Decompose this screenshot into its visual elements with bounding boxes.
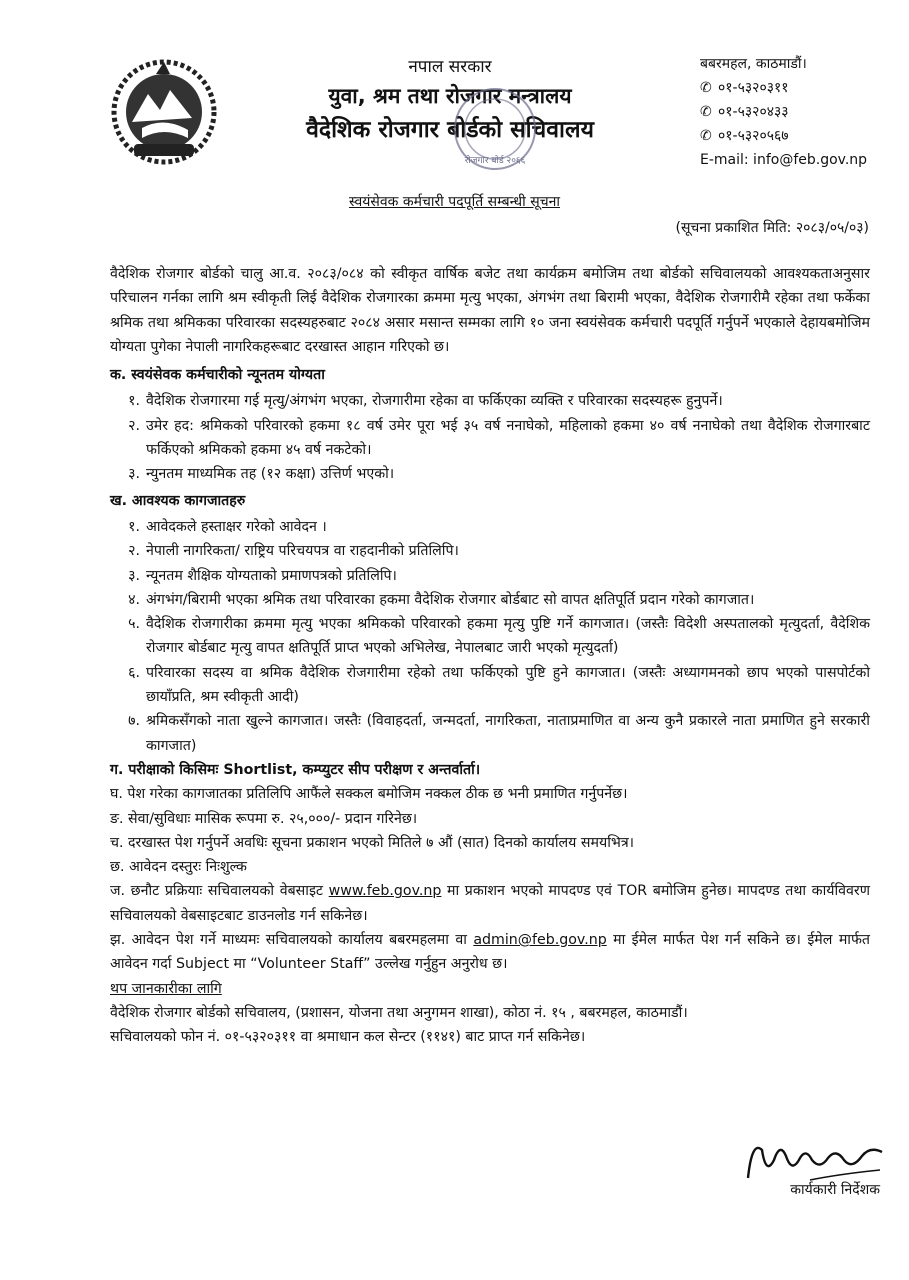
section-jha [110, 928, 870, 977]
item-text: परिवारका सदस्य वा श्रमिक वैदेशिक रोजगारीमा रहेको तथा फर्किएको पुष्टि हुने कागजात। (जस्तैः अध्यागमनको छाप भएको पासपोर्टको छायाँप्रति, श्रम स्वीकृती आदी) [146, 664, 870, 706]
header-ministry: युवा, श्रम तथा रोजगार मन्त्रालय [328, 84, 572, 108]
item-text: वैदेशिक रोजगारमा गई मृत्यु/अंगभंग भएका, रोजगारीमा रहेका वा फर्किएका व्यक्ति र परिवारका सदस्यहरू हुनुपर्ने। [146, 393, 723, 410]
header-email: E-mail: info@feb.gov.np [700, 152, 868, 168]
intro-paragraph: वैदेशिक रोजगार बोर्डको चालु आ.व. २०८३/०८४ को स्वीकृत वार्षिक बजेट तथा कार्यक्रम बमोजिम तथा बोर्डको सचिवालयको आवश्यकताअनुसार परिचालन गर्नका लागि श्रम स्वीकृती लिई वैदेशिक रोजगारका क्रममा मृत्यु भएका, अंगभंग तथा बिरामी भएका, वैदेशिक रोजगारीमै रहेका तथा फर्केका श्रमिक तथा श्रमिकका परिवारका सदस्यहरुबाट २०८४ असार मसान्त सम्मका लागि १० जना स्वयंसेवक कर्मचारी पदपूर्ति गर्नुपर्ने भएकाले देहायबमोजिम योग्यता पुगेका नेपाली नागरिकहरूबाट दरखास्त आहान गरिएको छ। [110, 266, 870, 355]
phone-icon: ✆ [700, 80, 712, 96]
item-number: १. [128, 393, 140, 410]
item-text: नेपाली नागरिकता/ राष्ट्रिय परिचयपत्र वा राहदानीको प्रतिलिपि। [146, 543, 459, 560]
list-item [110, 389, 870, 413]
item-number: ७. [128, 713, 140, 730]
section-ka-heading: क. स्वयंसेवक कर्मचारीको न्यूनतम योग्यता [110, 367, 325, 384]
item-text: उमेर हद: श्रमिकको परिवारको हकमा १८ वर्ष उमेर पूरा भई ३५ वर्ष ननाघेको, महिलाको हकमा ४० वर्ष ननाघेको तथा वैदेशिक रोजगारबाट फर्किएको श्रमिकको हकमा ४५ वर्ष नकटेको। [146, 417, 870, 459]
item-text: आवेदकले हस्ताक्षर गरेको आवेदन । [146, 518, 327, 535]
notice-body [110, 262, 870, 1050]
list-item [110, 564, 870, 588]
jha-suffix: मा ईमेल मार्फत पेश गर्न सकिने छ। ईमेल मार्फत आवेदन गर्दा Subject मा “Volunteer Staff” उल्लेख गर्नुहुन अनुरोध छ। [110, 932, 871, 973]
more-info-line2: सचिवालयको फोन नं. ०१-५३२०३११ वा श्रमाधान कल सेन्टर (११४१) बाट प्राप्त गर्न सकिनेछ। [110, 1029, 586, 1046]
header-address: बबरमहल, काठमाडौं। [700, 56, 807, 72]
more-info-line1: वैदेशिक रोजगार बोर्डको सचिवालय, (प्रशासन, योजना तथा अनुगमन शाखा), कोठा नं. १५ , बबरमहल, काठमाडौं। [110, 1004, 688, 1021]
phone-number: ०१-५३२०३११ [718, 80, 789, 96]
section-chha: छ. आवेदन दस्तुरः निःशुल्क [110, 859, 247, 876]
item-number: ३. [128, 466, 140, 483]
list-item [110, 661, 870, 710]
header-government: नपाल सरकार [408, 57, 492, 77]
item-number: ४. [128, 591, 140, 608]
executive-director-title: कार्यकारी निर्देशक [790, 1182, 880, 1198]
section-gha: घ. पेश गरेका कागजातका प्रतिलिपि आफैंले सक्कल बमोजिम नक्कल ठीक छ भनी प्रमाणित गर्नुपर्नेछ। [110, 786, 628, 803]
nepal-government-emblem-icon [108, 56, 220, 168]
stamp-text: रोजगार बोर्ड २०६६ [464, 156, 526, 166]
item-number: २. [128, 543, 140, 560]
list-item [110, 612, 870, 661]
item-number: ३. [128, 567, 140, 584]
header-contact [700, 52, 900, 172]
phone-number: ०१-५३२०४३३ [718, 104, 789, 120]
phone-icon: ✆ [700, 104, 712, 120]
more-info-heading: थप जानकारीका लागि [110, 980, 222, 997]
section-nga: ङ. सेवा/सुविधाः मासिक रूपमा रु. २५,०००/- प्रदान गरिनेछ। [110, 810, 418, 827]
list-item [110, 414, 870, 463]
ja-prefix: ज. छनौट प्रक्रियाः सचिवालयको वेबसाइट [110, 883, 329, 900]
ja-suffix: मा प्रकाशन भएको मापदण्ड एवं TOR बमोजिम हुनेछ। मापदण्ड तथा कार्यविवरण सचिवालयको वेबसाइटबाट डाउनलोड गर्न सकिनेछ। [110, 883, 870, 924]
item-text: न्यूनतम शैक्षिक योग्यताको प्रमाणपत्रको प्रतिलिपि। [146, 567, 397, 584]
notice-title: स्वयंसेवक कर्मचारी पदपूर्ति सम्बन्धी सूचना [349, 194, 560, 210]
phone-icon: ✆ [700, 128, 712, 144]
email-link[interactable]: admin@feb.gov.np [473, 932, 607, 949]
item-number: १. [128, 518, 140, 535]
item-number: ६. [128, 664, 140, 681]
item-text: न्युनतम माध्यमिक तह (१२ कक्षा) उत्तिर्ण भएको। [146, 466, 395, 483]
section-ja [110, 879, 870, 928]
website-link[interactable]: www.feb.gov.np [328, 883, 442, 900]
list-item [110, 539, 870, 563]
item-number: २. [128, 417, 140, 434]
section-cha: च. दरखास्त पेश गर्नुपर्ने अवधिः सूचना प्रकाशन भएको मितिले ७ औं (सात) दिनको कार्यालय समयभित्र। [110, 834, 635, 851]
header-secretariat: वैदेशिक रोजगार बोर्डको सचिवालय [306, 117, 594, 143]
section-kha-heading: ख. आवश्यक कागजातहरु [110, 492, 246, 509]
phone-row [700, 100, 900, 124]
list-item [110, 462, 870, 486]
item-number: ५. [128, 616, 140, 633]
list-item [110, 588, 870, 612]
section-ga: ग. परीक्षाको किसिमः Shortlist, कम्प्युटर सीप परीक्षण र अन्तर्वार्ता। [110, 761, 481, 778]
item-text: श्रमिकसँगको नाता खुल्ने कागजात। जस्तैः (विवाहदर्ता, जन्मदर्ता, नागरिकता, नाताप्रमाणित वा अन्य कुनै प्रकारले नाता प्रमाणित हुने सरकारी कागजात) [146, 713, 870, 754]
published-date: (सूचना प्रकाशित मिति: २०८३/०५/०३) [675, 220, 869, 236]
list-item [110, 709, 870, 758]
phone-number: ०१-५३२०५६७ [718, 128, 789, 144]
jha-prefix: झ. आवेदन पेश गर्ने माध्यमः सचिवालयको कार्यालय बबरमहलमा वा [110, 932, 474, 949]
phone-row [700, 76, 900, 100]
item-text: अंगभंग/बिरामी भएका श्रमिक तथा परिवारका हकमा वैदेशिक रोजगार बोर्डबाट सो वापत क्षतिपूर्ति प्रदान गरेको कागजात। [146, 591, 755, 608]
item-text: वैदेशिक रोजगारीका क्रममा मृत्यु भएका श्रमिकको परिवारको हकमा मृत्यु पुष्टि गर्ने कागजात। (जस्तैः विदेशी अस्पतालको मृत्युदर्ता, वैदेशिक रोजगार बोर्डबाट मृत्यु वापत क्षतिपूर्ति प्राप्त भएको अभिलेख, नेपालबाट जारी भएको मृत्युदर्ता) [146, 616, 870, 657]
list-item [110, 515, 870, 539]
phone-row [700, 124, 900, 148]
office-seal-stamp-icon [440, 85, 550, 180]
